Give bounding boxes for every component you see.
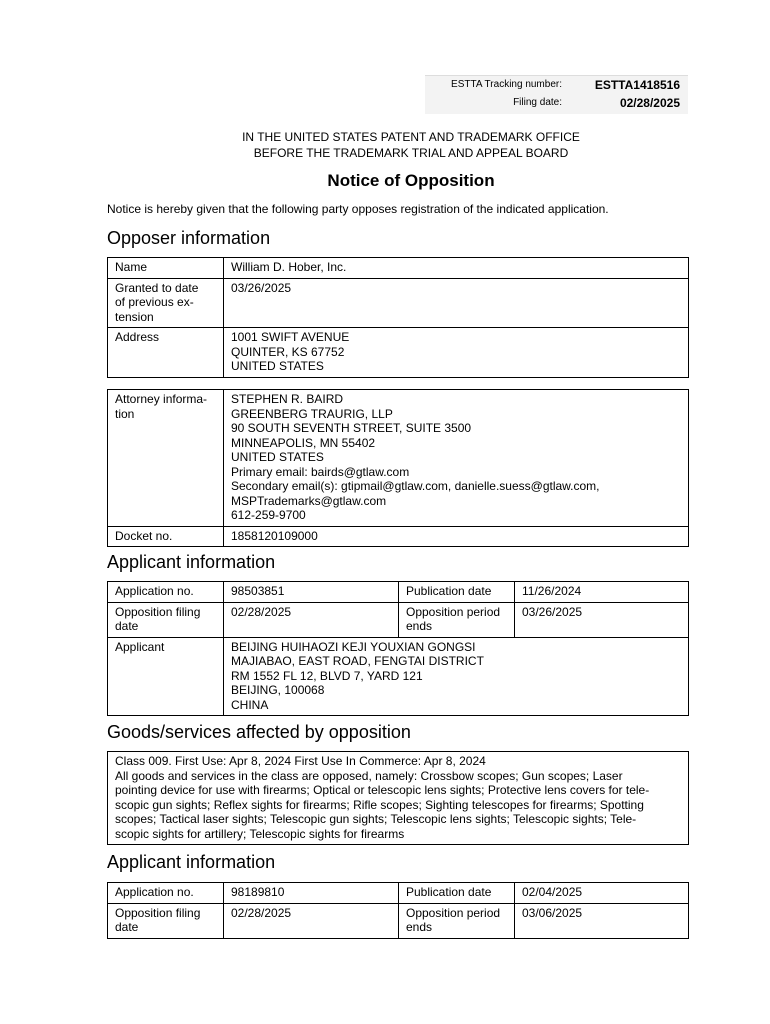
- pub-date-label: Publication date: [399, 883, 515, 904]
- app-no-value: 98189810: [224, 883, 399, 904]
- pub-date-value: 02/04/2025: [515, 883, 689, 904]
- opp-period-label: Opposition period ends: [399, 602, 515, 637]
- opp-filing-label: Opposition filing date: [108, 903, 224, 938]
- app-no-label: Application no.: [108, 582, 224, 603]
- applicant-table: [107, 581, 689, 716]
- goods-text: Class 009. First Use: Apr 8, 2024 First Use In Commerce: Apr 8, 2024 All goods and services in the class are opposed, namely: Crossbow scopes; Gun scopes; Laser pointing device for use with firearms; Optical or telescopic lens sights; Protective lens covers for tele- scopic gun sights; Reflex sights for firearms; Rifle scopes; Sighting telescopes for firearms; Spotting scopes; Tactical laser sights; Telescopic gun sights; Telescopic lens sights; Telescopic sights; Tele- scopic sights for artillery; Telescopic sights for firearms: [108, 752, 689, 845]
- table-row: [108, 903, 689, 938]
- granted-label: Granted to date of previous ex- tension: [108, 278, 224, 328]
- table-row: [108, 526, 689, 547]
- attorney-value: STEPHEN R. BAIRD GREENBERG TRAURIG, LLP 90 SOUTH SEVENTH STREET, SUITE 3500 MINNEAPOLIS, MN 55402 UNITED STATES Primary email: bairds@gtlaw.com Secondary email(s): gtipmail@gtlaw.com, danielle.suess@gtlaw.com, MSPTrademarks@gtlaw.com 612-259-9700: [224, 390, 689, 527]
- opposer-name-value: William D. Hober, Inc.: [224, 258, 689, 279]
- app-no-value: 98503851: [224, 582, 399, 603]
- table-row: [108, 883, 689, 904]
- tracking-number-value: ESTTA1418516: [594, 78, 680, 92]
- pub-date-value: 11/26/2024: [515, 582, 689, 603]
- table-row: [108, 582, 689, 603]
- filing-date-value: 02/28/2025: [619, 96, 680, 110]
- docket-label: Docket no.: [108, 526, 224, 547]
- table-row: [108, 278, 689, 328]
- attorney-label: Attorney informa- tion: [108, 390, 224, 527]
- table-row: [108, 602, 689, 637]
- applicant-label: Applicant: [108, 637, 224, 716]
- opp-period-label: Opposition period ends: [399, 903, 515, 938]
- opp-period-value: 03/26/2025: [515, 602, 689, 637]
- table-row: [108, 258, 689, 279]
- office-heading: IN THE UNITED STATES PATENT AND TRADEMARK OFFICE: [242, 130, 580, 144]
- opposer-name-label: Name: [108, 258, 224, 279]
- notice-text: Notice is hereby given that the following party opposes registration of the indicated application.: [107, 202, 609, 216]
- opposer-heading: Opposer information: [107, 228, 271, 248]
- applicant-heading-2: Applicant information: [107, 852, 276, 872]
- goods-heading: Goods/services affected by opposition: [107, 722, 411, 742]
- tracking-number-label: ESTTA Tracking number:: [451, 79, 562, 90]
- applicant-heading: Applicant information: [107, 552, 276, 572]
- address-label: Address: [108, 328, 224, 378]
- opp-filing-value: 02/28/2025: [224, 602, 399, 637]
- goods-table: [107, 751, 689, 845]
- applicant-table-2: [107, 882, 689, 939]
- applicant-value: BEIJING HUIHAOZI KEJI YOUXIAN GONGSI MAJIABAO, EAST ROAD, FENGTAI DISTRICT RM 1552 FL 12, BLVD 7, YARD 121 BEIJING, 100068 CHINA: [224, 637, 689, 716]
- app-no-label: Application no.: [108, 883, 224, 904]
- opposer-table: [107, 257, 689, 378]
- table-row: [108, 328, 689, 378]
- opp-filing-value: 02/28/2025: [224, 903, 399, 938]
- address-value: 1001 SWIFT AVENUE QUINTER, KS 67752 UNITED STATES: [224, 328, 689, 378]
- attorney-table: [107, 389, 689, 547]
- granted-value: 03/26/2025: [224, 278, 689, 328]
- tracking-box: [425, 75, 688, 114]
- table-row: [108, 390, 689, 527]
- table-row: [108, 637, 689, 716]
- opp-filing-label: Opposition filing date: [108, 602, 224, 637]
- opp-period-value: 03/06/2025: [515, 903, 689, 938]
- filing-date-label: Filing date:: [513, 97, 562, 108]
- board-heading: BEFORE THE TRADEMARK TRIAL AND APPEAL BOARD: [253, 146, 569, 160]
- table-row: [108, 752, 689, 845]
- page-title: Notice of Opposition: [327, 171, 495, 190]
- docket-value: 1858120109000: [224, 526, 689, 547]
- pub-date-label: Publication date: [399, 582, 515, 603]
